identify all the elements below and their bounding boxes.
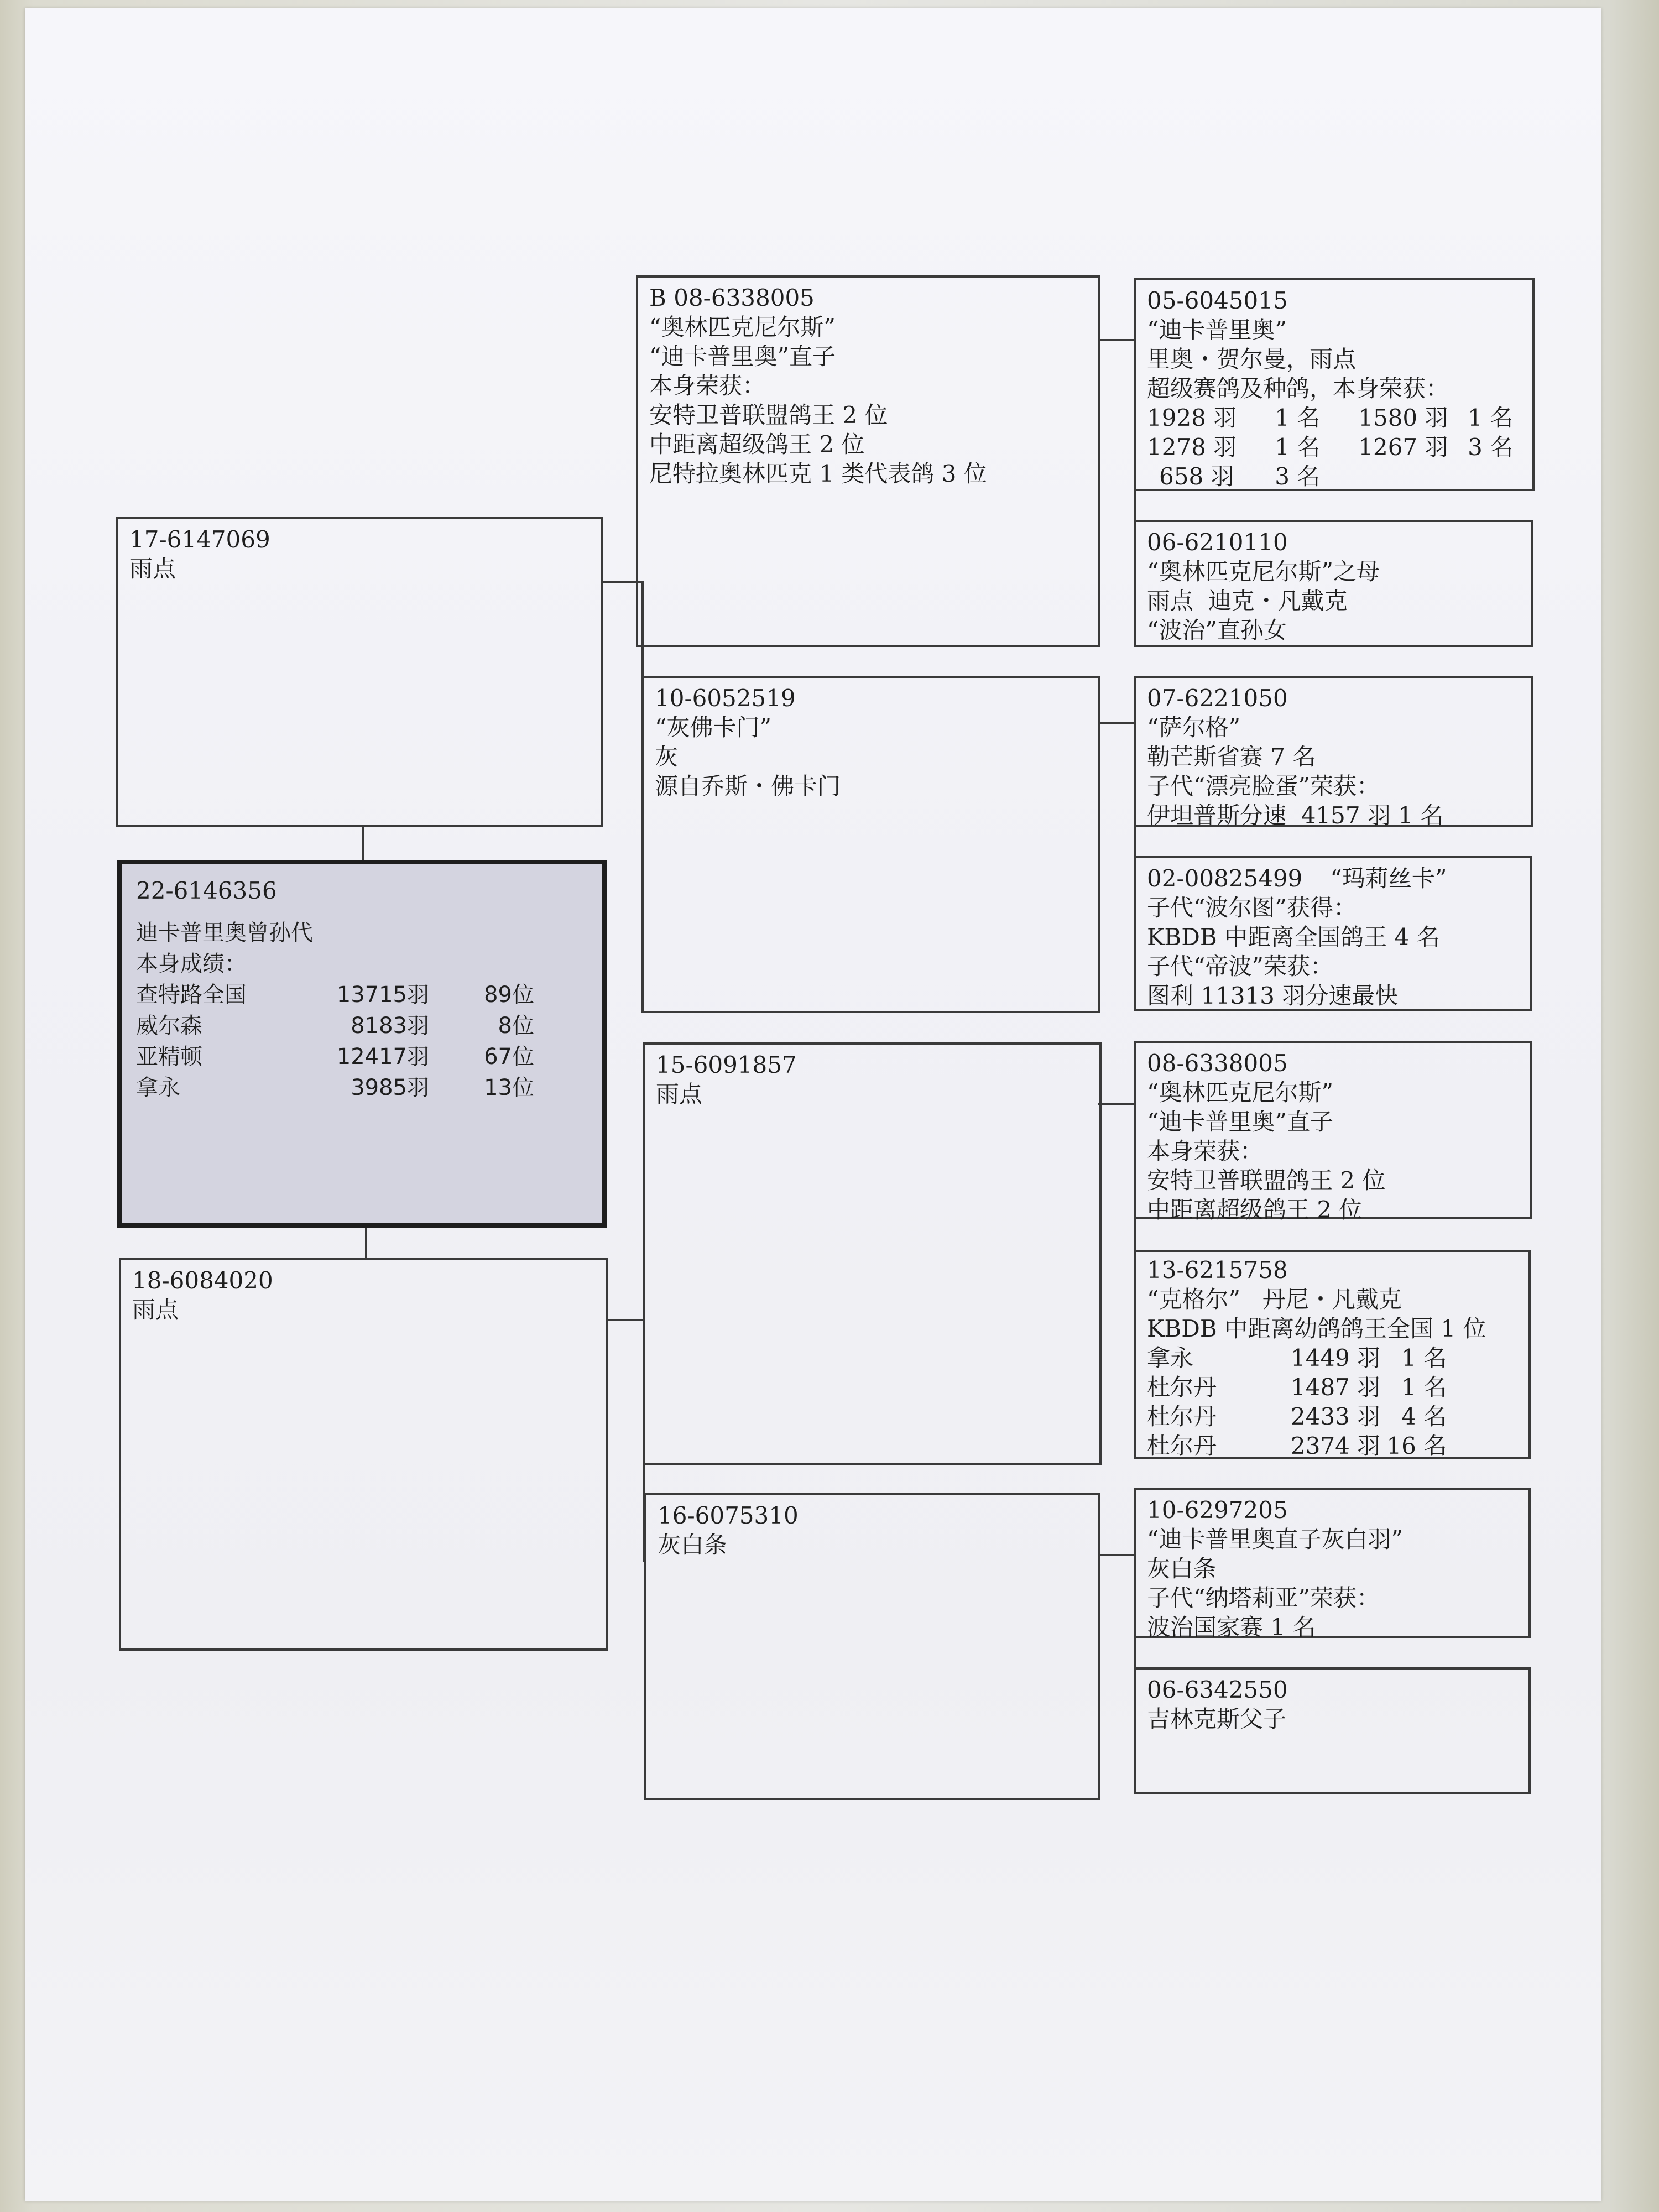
sire-card (116, 517, 603, 827)
stats-row (1147, 1402, 1447, 1431)
stats-table (1147, 1343, 1447, 1460)
race-name: 查特路全国 (136, 982, 247, 1008)
sds-card (1134, 676, 1533, 827)
ring-number: 17-6147069 (129, 526, 270, 553)
info-line: “波治”直孙女 (1147, 617, 1287, 644)
stat-cell: 2433 羽 (1291, 1403, 1381, 1430)
race-name: 威尔森 (136, 1013, 202, 1039)
results-heading: 本身成绩： (136, 951, 247, 977)
info-line: “灰佛卡门” (655, 714, 771, 741)
ring-number: 08-6338005 (1147, 1050, 1288, 1077)
result-row (136, 1010, 534, 1041)
ring-number: B 08-6338005 (649, 284, 815, 311)
ddd-card (1134, 1667, 1531, 1794)
stats-row (1147, 462, 1513, 491)
stat-cell: 1487 羽 (1291, 1374, 1381, 1401)
color-text: 雨点 (132, 1296, 179, 1323)
stat-cell: 3 名 (1275, 463, 1321, 490)
stats-row (1147, 403, 1513, 432)
stat-cell (1458, 462, 1513, 491)
stat-cell: 拿永 (1147, 1344, 1194, 1371)
pigeon-name: “玛莉丝卡” (1330, 865, 1447, 892)
ring-number: 16-6075310 (658, 1502, 799, 1529)
place: 8位 (498, 1013, 534, 1039)
ring-number: 22-6146356 (136, 877, 277, 904)
info-line: 波治国家赛 1 名 (1147, 1614, 1316, 1641)
info-line: 子代“纳塔莉亚”荣获： (1147, 1584, 1380, 1611)
ring-number: 13-6215758 (1147, 1256, 1288, 1284)
stat-cell: 1 名 (1401, 1344, 1447, 1371)
info-line: 尼特拉奥林匹克 1 类代表鸽 3 位 (649, 460, 987, 487)
ring-number: 02-00825499 (1147, 865, 1303, 892)
sdd-card (1134, 856, 1532, 1011)
info-line: 灰白条 (1147, 1555, 1217, 1582)
info-line: 安特卫普联盟鸽王 2 位 (649, 401, 888, 429)
race-name: 拿永 (136, 1075, 180, 1100)
info-line: 子代“帝波”荣获： (1147, 953, 1333, 980)
stat-cell: 杜尔丹 (1147, 1403, 1217, 1430)
ring-number: 10-6297205 (1147, 1496, 1288, 1524)
info-line: 子代“漂亮脸蛋”荣获： (1147, 773, 1380, 800)
info-line: 里奥・贺尔曼，雨点 (1147, 346, 1357, 373)
dds-card (1134, 1488, 1531, 1641)
info-line: 中距离超级鸽王 2 位 (1147, 1196, 1363, 1223)
result-row (136, 979, 534, 1010)
stat-cell (1358, 462, 1458, 491)
dsd-card (1134, 1250, 1531, 1459)
info-line: 本身荣获： (649, 372, 766, 399)
ring-number: 07-6221050 (1147, 685, 1288, 712)
connector (607, 1319, 644, 1321)
info-line: 灰 (655, 743, 679, 770)
stat-cell: 4 名 (1401, 1403, 1447, 1430)
ssd-card (1134, 520, 1533, 647)
info-line: “克格尔” 丹尼・凡戴克 (1147, 1286, 1402, 1313)
sss-card (1134, 278, 1535, 491)
connector (1098, 1103, 1135, 1105)
color-text: 灰白条 (658, 1531, 728, 1558)
info-line: 本身荣获： (1147, 1138, 1264, 1165)
dam-sire-card (643, 1042, 1102, 1465)
ring-number: 15-6091857 (656, 1051, 797, 1078)
info-line: 图利 11313 羽分速最快 (1147, 982, 1399, 1009)
info-line: KBDB 中距离全国鸽王 4 名 (1147, 924, 1440, 951)
info-line: “迪卡普里奥”直子 (1147, 1108, 1333, 1135)
sire-dam-card (641, 676, 1100, 1013)
dss-card (1134, 1041, 1532, 1223)
info-line: “奥林匹克尼尔斯” (1147, 1079, 1333, 1106)
ring-number: 05-6045015 (1147, 287, 1288, 314)
place: 89位 (484, 982, 534, 1008)
pigeon-self-card (117, 860, 607, 1228)
info-line: 安特卫普联盟鸽王 2 位 (1147, 1167, 1386, 1194)
stat-cell: 16 名 (1386, 1432, 1447, 1459)
bird-count: 13715羽 (336, 982, 429, 1008)
results-table (136, 979, 534, 1103)
info-line: “萨尔格” (1147, 714, 1240, 741)
bird-count: 12417羽 (336, 1044, 429, 1070)
color-text: 雨点 (129, 555, 176, 582)
bird-count: 3985羽 (351, 1075, 429, 1100)
stat-cell: 658 羽 (1159, 463, 1234, 490)
stat-cell: 3 名 (1468, 434, 1514, 461)
connector (1098, 339, 1135, 341)
stat-cell: 1928 羽 (1147, 404, 1237, 431)
stats-table (1147, 403, 1513, 491)
stat-cell: 1278 羽 (1147, 434, 1237, 461)
sire-sire-card (636, 275, 1100, 647)
stats-row (1147, 1373, 1447, 1402)
ring-number: 06-6210110 (1147, 529, 1288, 556)
info-line: KBDB 中距离幼鸽鸽王全国 1 位 (1147, 1315, 1486, 1342)
info-line: “奥林匹克尼尔斯” (649, 314, 836, 341)
connector (365, 1225, 367, 1258)
stat-cell: 2374 羽 (1291, 1432, 1381, 1459)
info-line: “迪卡普里奥直子灰白羽” (1147, 1526, 1403, 1553)
stat-cell: 杜尔丹 (1147, 1374, 1217, 1401)
place: 67位 (484, 1044, 534, 1070)
info-line: “奥林匹克尼尔斯”之母 (1147, 558, 1380, 585)
info-line: 子代“波尔图”获得： (1147, 894, 1357, 921)
stat-cell: 1 名 (1468, 404, 1514, 431)
stats-row (1147, 1343, 1447, 1373)
connector (1098, 1554, 1135, 1556)
info-line: “迪卡普里奥” (1147, 316, 1287, 343)
connector (362, 827, 364, 860)
place: 13位 (484, 1075, 534, 1100)
stat-cell: 1449 羽 (1291, 1344, 1381, 1371)
info-line: 超级赛鸽及种鸽，本身荣获： (1147, 375, 1449, 402)
stat-cell: 1580 羽 (1358, 404, 1448, 431)
ring-number: 18-6084020 (132, 1267, 273, 1294)
info-line: “迪卡普里奥”直子 (649, 343, 836, 370)
stat-cell: 1 名 (1401, 1374, 1447, 1401)
info-line: 勒芒斯省赛 7 名 (1147, 743, 1316, 770)
connector (1098, 722, 1135, 724)
dam-dam-card (644, 1493, 1100, 1800)
dam-card (119, 1258, 608, 1651)
result-row (136, 1041, 534, 1072)
info-line: 源自乔斯・佛卡门 (655, 773, 841, 800)
info-line: 吉林克斯父子 (1147, 1705, 1287, 1733)
result-row (136, 1072, 534, 1103)
ring-number: 06-6342550 (1147, 1676, 1288, 1703)
bird-count: 8183羽 (351, 1013, 429, 1039)
stats-row (1147, 432, 1513, 462)
color-text: 雨点 (656, 1081, 703, 1108)
ring-number: 10-6052519 (655, 685, 796, 712)
info-line: 中距离超级鸽王 2 位 (649, 431, 865, 458)
stat-cell: 1 名 (1275, 404, 1321, 431)
stats-row (1147, 1431, 1447, 1460)
race-name: 亚精顿 (136, 1044, 202, 1070)
ring-row (1147, 864, 1519, 893)
stat-cell: 杜尔丹 (1147, 1432, 1217, 1459)
info-line: 伊坦普斯分速 4157 羽 1 名 (1147, 802, 1444, 829)
stat-cell: 1 名 (1275, 434, 1321, 461)
stat-cell: 1267 羽 (1358, 434, 1448, 461)
info-line: 雨点 迪克・凡戴克 (1147, 587, 1348, 614)
lineage-text: 迪卡普里奥曾孙代 (136, 920, 313, 946)
